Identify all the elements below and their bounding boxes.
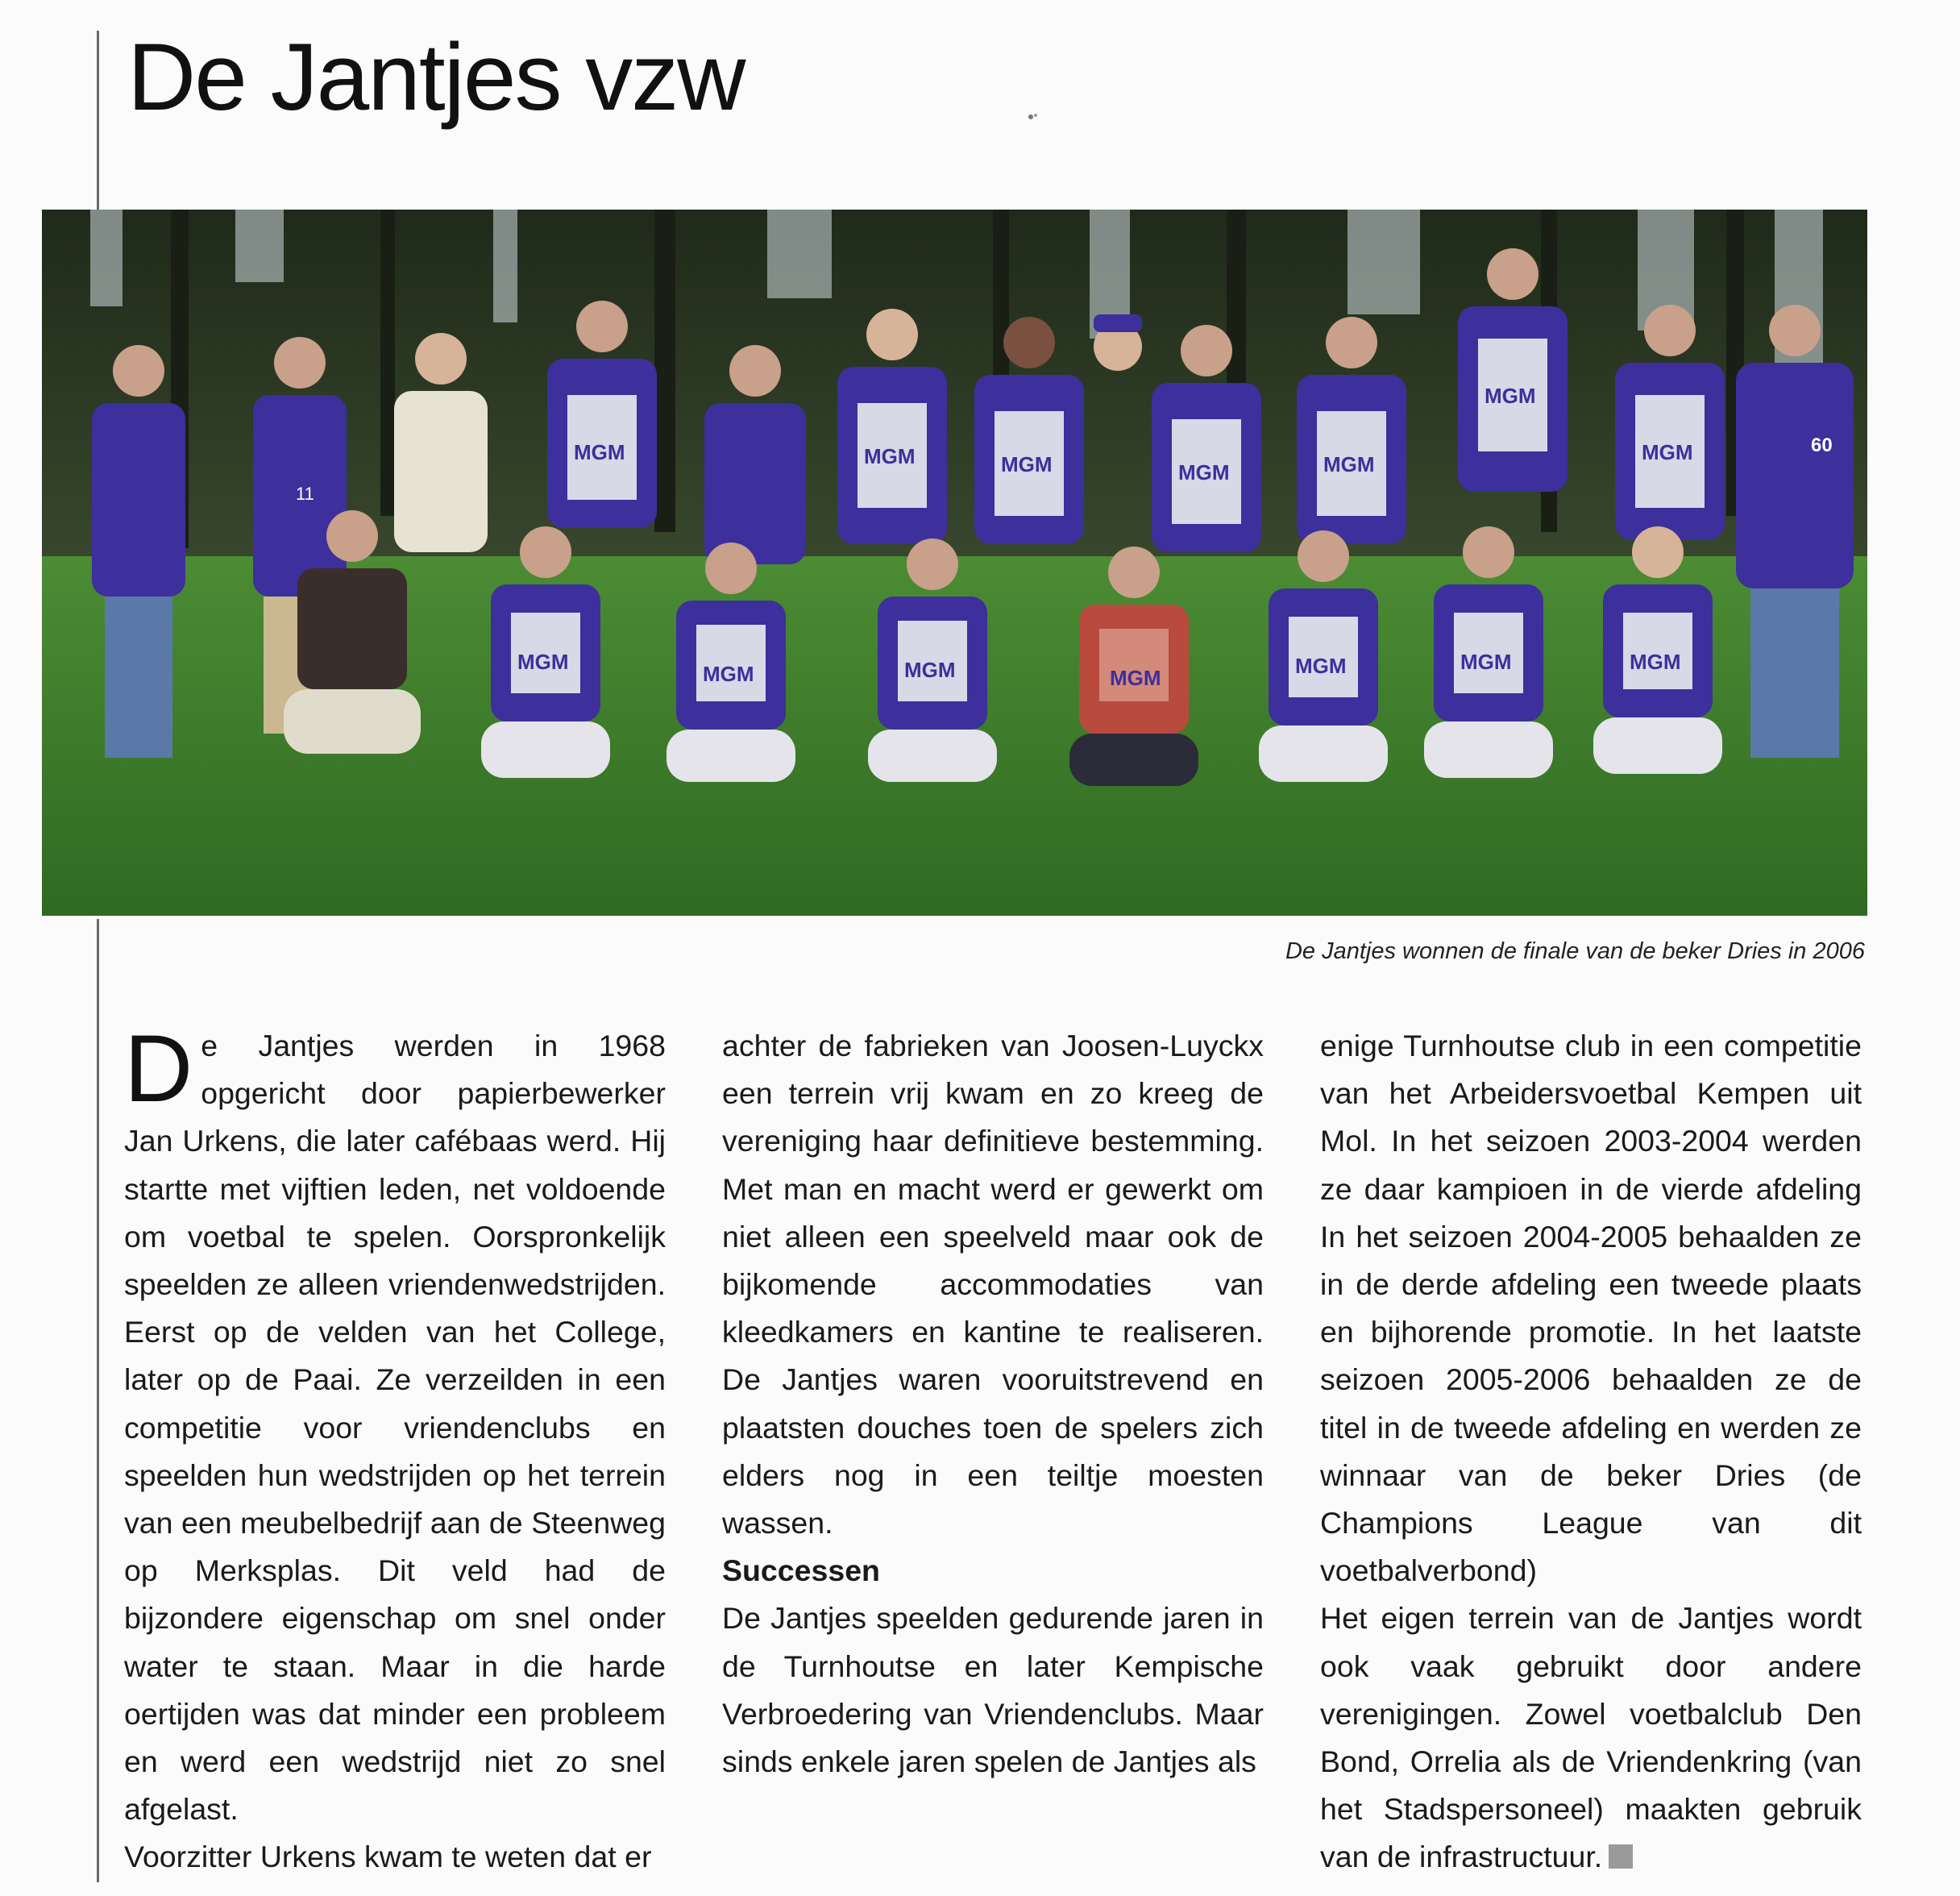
shirt-sponsor: MGM bbox=[1001, 452, 1053, 476]
shirt-number-11: 11 bbox=[296, 484, 314, 504]
margin-rule-bottom bbox=[97, 919, 99, 1882]
paragraph: e Jantjes werden in 1968 opgericht door papierbewerker Jan Urkens, die later cafébaas werd. Hij startte met vijftien leden, net voldoende om voetbal te spelen. Oorspronkelijk speelden ze alleen vriendenwedstrijden. Eerst op de velden van het College, later op de Paai. Ze verzeilden in een competitie voor vriendenclubs en speelden hun wedstrijden op het terrein van een meubelbedrijf aan de Steenweg op Merksplas. Dit veld had de bijzondere eigenschap om snel onder water te staan. Maar in die harde oertijden was dat minder een probleem en werd een wedstrijd niet zo snel afgelast. bbox=[124, 1029, 666, 1827]
paragraph: Voorzitter Urkens kwam te weten dat er bbox=[124, 1840, 652, 1874]
shirt-sponsor: MGM bbox=[517, 650, 569, 674]
shirt-sponsor: MGM bbox=[1323, 452, 1375, 476]
paragraph: achter de fabrieken van Joosen-Luyckx een terrein vrij kwam en zo kreeg de vereniging haar definitieve bestemming. Met man en macht werd er gewerkt om niet alleen een speelveld maar ook de bijkomende accommodaties van kleedkamers en kantine te realiseren. De Jantjes waren vooruitstrevend en plaatsten douches toen de spelers zich elders nog in een teiltje moesten wassen. bbox=[722, 1029, 1264, 1540]
shirt-sponsor: MGM bbox=[1460, 650, 1512, 674]
shirt-sponsor: MGM bbox=[1630, 650, 1681, 674]
article-column-2 bbox=[722, 1022, 1264, 1786]
player-standing bbox=[92, 345, 185, 758]
shirt-sponsor: MGM bbox=[1110, 666, 1161, 690]
print-speck bbox=[1028, 113, 1039, 121]
section-heading: Successen bbox=[722, 1553, 880, 1588]
player-standing bbox=[1736, 305, 1854, 758]
paragraph-final bbox=[1320, 1595, 1862, 1881]
article-column-1 bbox=[124, 1016, 666, 1881]
shirt-sponsor: MGM bbox=[1178, 460, 1230, 484]
shirt-sponsor: MGM bbox=[703, 662, 754, 686]
team-photo-illustration bbox=[42, 210, 1867, 916]
paragraph: enige Turnhoutse club in een competitie van het Arbeidersvoetbal Kempen uit Mol. In het seizoen 2003-2004 werden ze daar kampioen in de vierde afdeling In het seizoen 2004-2005 behaalden ze in de derde afdeling een tweede plaats en bijhorende promotie. In het laatste seizoen 2005-2006 behaalden ze de titel in de tweede afdeling en werden ze winnaar van de beker Dries (de Champions League van dit voetbalverbond) bbox=[1320, 1029, 1862, 1588]
end-of-article-square-icon bbox=[1609, 1844, 1633, 1869]
paragraph-text: Het eigen terrein van de Jantjes wordt ook vaak gebruikt door andere verenigingen. Zowel voetbalclub Den Bond, Orrelia als de Vriendenkring (van het Stadspersoneel) maakten gebruik van de infrastructuur. bbox=[1320, 1601, 1862, 1874]
player-standing bbox=[1094, 314, 1142, 371]
drop-cap: D bbox=[124, 1016, 193, 1122]
shirt-sponsor: MGM bbox=[1295, 654, 1347, 678]
article-title: De Jantjes vzw bbox=[127, 24, 745, 131]
shirt-sponsor: MGM bbox=[904, 658, 956, 682]
shirt-number-60: 60 bbox=[1811, 434, 1833, 456]
article-column-3 bbox=[1320, 1022, 1862, 1881]
team-photo bbox=[42, 210, 1867, 916]
shirt-sponsor: MGM bbox=[864, 444, 916, 468]
shirt-sponsor: MGM bbox=[1485, 384, 1536, 408]
shirt-sponsor: MGM bbox=[574, 440, 625, 464]
margin-rule-top bbox=[97, 31, 99, 210]
photo-caption: De Jantjes wonnen de finale van de beker Dries in 2006 bbox=[1285, 938, 1865, 964]
shirt-sponsor: MGM bbox=[1642, 440, 1693, 464]
paragraph: De Jantjes speelden gedurende jaren in de Turnhoutse en later Kempische Verbroedering van Vriendenclubs. Maar sinds enkele jaren spelen de Jantjes als bbox=[722, 1601, 1264, 1779]
